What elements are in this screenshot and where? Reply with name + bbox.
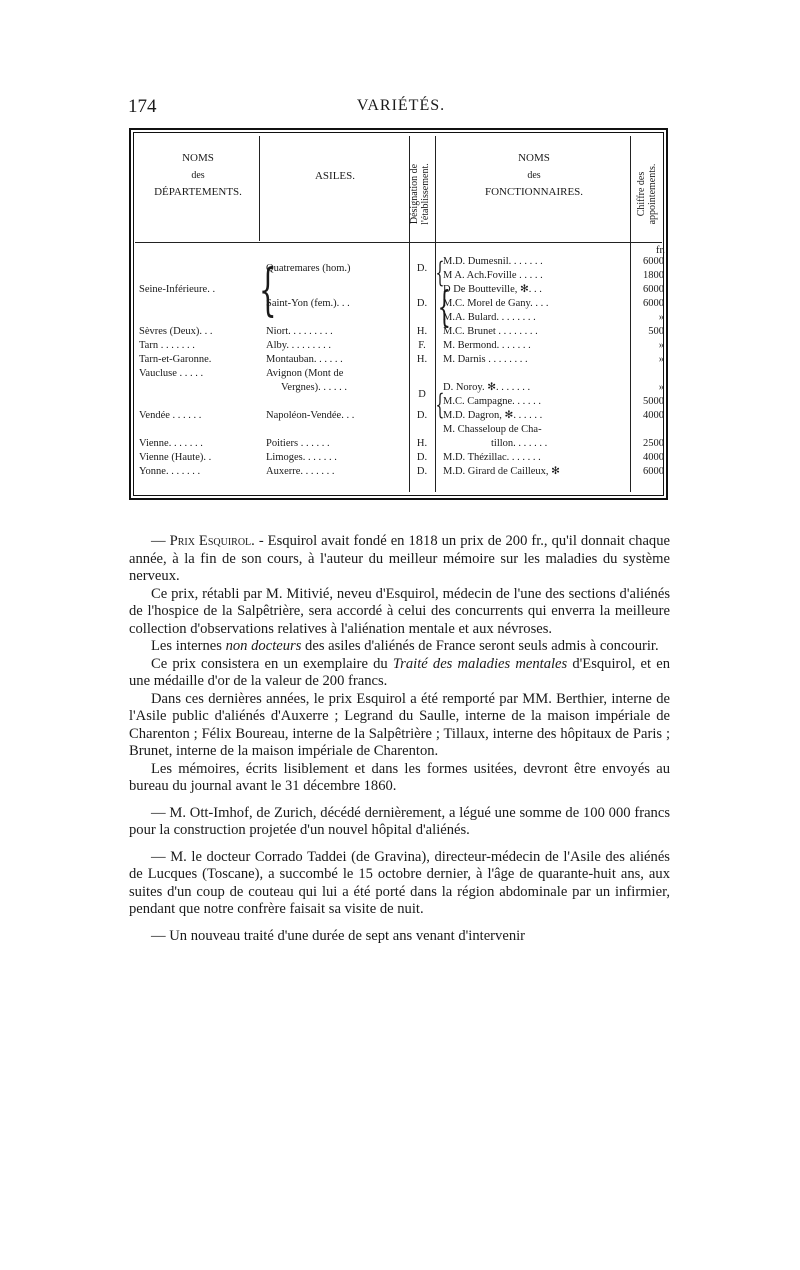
brace-icon: { xyxy=(435,388,445,421)
fonctionnaire-cell: M.D. Dumesnil. . . . . . . xyxy=(443,256,543,267)
article-body xyxy=(129,533,670,945)
asile-cell: Niort. . . . . . . . . xyxy=(266,326,333,337)
designation-cell: H. xyxy=(416,438,428,449)
fonctionnaire-cell: M.A. Bulard. . . . . . . . xyxy=(443,312,536,323)
header-appointements: Chiffre des appointements. xyxy=(636,163,658,225)
asile-cell: Vergnes). . . . . . xyxy=(281,382,348,393)
designation-cell: D. xyxy=(416,298,428,309)
asile-cell: Auxerre. . . . . . . xyxy=(266,466,335,477)
departement-cell: Tarn . . . . . . . xyxy=(139,340,195,351)
designation-cell: H. xyxy=(416,326,428,337)
header-fonctionnaires: NOMS des FONCTIONNAIRES. xyxy=(484,152,584,198)
fonctionnaire-cell: tillon. . . . . . . xyxy=(491,438,548,449)
asile-cell: Avignon (Mont de xyxy=(266,368,344,379)
brace-icon: { xyxy=(437,282,452,331)
designation-cell: D. xyxy=(416,410,428,421)
paragraph: Ce prix, rétabli par M. Mitivié, neveu d'Esquirol, médecin de l'une des sections d'aliénés de l'hospice de la Salpêtrière, sera accordé à celui des concurrents qui enverra la meilleure collection d'observations relatives à l'aliénation mentale et aux névroses. xyxy=(129,585,670,637)
section-title: VARIÉTÉS. xyxy=(356,97,446,114)
amount-cell: 2500 xyxy=(643,438,664,449)
amount-cell: 5000 xyxy=(643,396,664,407)
designation-cell: D. xyxy=(416,452,428,463)
paragraph: Ce prix consistera en un exemplaire du Traité des maladies mentales d'Esquirol, et en une médaille d'or de la valeur de 200 francs. xyxy=(129,655,670,689)
paragraph: Dans ces dernières années, le prix Esquirol a été remporté par MM. Berthier, interne de l'Asile public d'aliénés d'Auxerre ; Legrand du Saulle, interne de la maison impériale de Charenton ; Félix Boureau, interne de la Salpêtrière ; Tillaux, interne des hôpitaux de Paris ; Brunet, interne de la maison impériale de Charenton. xyxy=(129,690,670,759)
designation-cell: F. xyxy=(418,340,426,351)
fonctionnaire-cell: M. Darnis . . . . . . . . xyxy=(443,354,528,365)
fonctionnaire-cell: D De Boutteville, ✻. . . xyxy=(443,284,542,295)
fonctionnaire-cell: M A. Ach.Foville . . . . . xyxy=(443,270,543,281)
fonctionnaire-cell: M.C. Morel de Gany. . . . xyxy=(443,298,549,309)
fonctionnaire-cell: M.D. Dagron, ✻. . . . . . xyxy=(443,410,543,421)
prix-esquirol-heading: — Prix Esquirol. xyxy=(151,533,255,549)
paragraph: — Un nouveau traité d'une durée de sept ans venant d'intervenir xyxy=(151,927,526,944)
fonctionnaire-cell: M.C. Campagne. . . . . . xyxy=(443,396,541,407)
paragraph: — M. le docteur Corrado Taddei (de Gravina), directeur-médecin de l'Asile des aliénés de Lucques (Toscane), a succombé le 15 octobre dernier, à l'âge de quarante-huit ans, aux suites d'un coup de couteau qui lui a été porté dans la région abdominale par un infirmier, pendant que notre confrère faisait sa visite de nuit. xyxy=(129,848,670,917)
departement-cell: Vaucluse . . . . . xyxy=(139,368,204,379)
amount-cell: 6000 xyxy=(643,284,664,295)
departement-cell: Sèvres (Deux). . . xyxy=(139,326,213,337)
paragraph: — Prix Esquirol. - Esquirol avait fondé en 1818 un prix de 200 fr., qu'il donnait chaque année, à la fin de son cours, à l'auteur du meilleur mémoire sur les maladies du système nerveux. xyxy=(129,533,670,584)
amount-cell: 6000 xyxy=(643,298,664,309)
amount-cell: 1800 xyxy=(643,270,664,281)
departement-cell: Seine-Inférieure. . xyxy=(139,284,216,295)
paragraph: Les internes non docteurs des asiles d'aliénés de France seront seuls admis à concourir. xyxy=(151,638,659,654)
header-asiles: ASILES. xyxy=(314,170,356,182)
asile-cell: Napoléon-Vendée. . . xyxy=(266,410,355,421)
departement-cell: Tarn-et-Garonne. xyxy=(139,354,212,365)
amount-cell: 6000 xyxy=(643,256,664,267)
designation-cell: D xyxy=(418,389,426,400)
column-rule xyxy=(409,136,410,492)
amount-cell: 4000 xyxy=(643,410,664,421)
departement-cell: Vienne (Haute). . xyxy=(139,452,212,463)
fonctionnaire-cell: M. Bermond. . . . . . . xyxy=(443,340,531,351)
brace-icon: { xyxy=(258,258,277,323)
amount-cell: » xyxy=(658,382,664,393)
amount-cell: 6000 xyxy=(643,466,664,477)
header-departements: NOMS des DÉPARTEMENTS. xyxy=(154,152,242,198)
amount-cell: » xyxy=(658,340,664,351)
asile-cell: Alby. . . . . . . . . xyxy=(266,340,331,351)
paragraph: Les mémoires, écrits lisiblement et dans les formes usitées, devront être envoyés au bureau du journal avant le 31 décembre 1860. xyxy=(129,760,670,794)
header-designation: Désignation de l'établissement. xyxy=(409,163,431,225)
designation-cell: H. xyxy=(416,354,428,365)
brace-icon: { xyxy=(435,256,445,289)
asile-cell: Saint-Yon (fem.). . . xyxy=(266,298,350,309)
designation-cell: D. xyxy=(416,466,428,477)
asile-cell: Quatremares (hom.) xyxy=(266,263,351,274)
column-rule xyxy=(435,136,436,492)
asile-cell: Limoges. . . . . . . xyxy=(266,452,337,463)
departement-cell: Yonne. . . . . . . xyxy=(139,466,201,477)
designation-cell: D. xyxy=(416,263,428,274)
fonctionnaire-cell: M. Chasseloup de Cha- xyxy=(443,424,542,435)
page-number: 174 xyxy=(128,96,157,117)
fonctionnaire-cell: M.C. Brunet . . . . . . . . xyxy=(443,326,538,337)
asylum-staff-table xyxy=(129,128,668,500)
amount-cell: 4000 xyxy=(643,452,664,463)
amount-cell: » xyxy=(658,312,664,323)
running-head xyxy=(128,96,674,120)
amount-cell: » xyxy=(658,354,664,365)
currency-label: fr. xyxy=(655,245,665,256)
fonctionnaire-cell: D. Noroy. ✻. . . . . . . xyxy=(443,382,531,393)
column-rule xyxy=(630,136,631,492)
departement-cell: Vienne. . . . . . . xyxy=(139,438,203,449)
asile-cell: Poitiers . . . . . . xyxy=(266,438,330,449)
departement-cell: Vendée . . . . . . xyxy=(139,410,202,421)
column-rule xyxy=(259,136,260,241)
header-rule xyxy=(135,242,662,243)
fonctionnaire-cell: M.D. Thézillac. . . . . . . xyxy=(443,452,541,463)
fonctionnaire-cell: M.D. Girard de Cailleux, ✻ xyxy=(443,466,560,477)
asile-cell: Montauban. . . . . . xyxy=(266,354,343,365)
amount-cell: 500 xyxy=(648,326,664,337)
paragraph: — M. Ott-Imhof, de Zurich, décédé dernièrement, a légué une somme de 100 000 francs pour la construction projetée d'un nouvel hôpital d'aliénés. xyxy=(129,804,670,838)
